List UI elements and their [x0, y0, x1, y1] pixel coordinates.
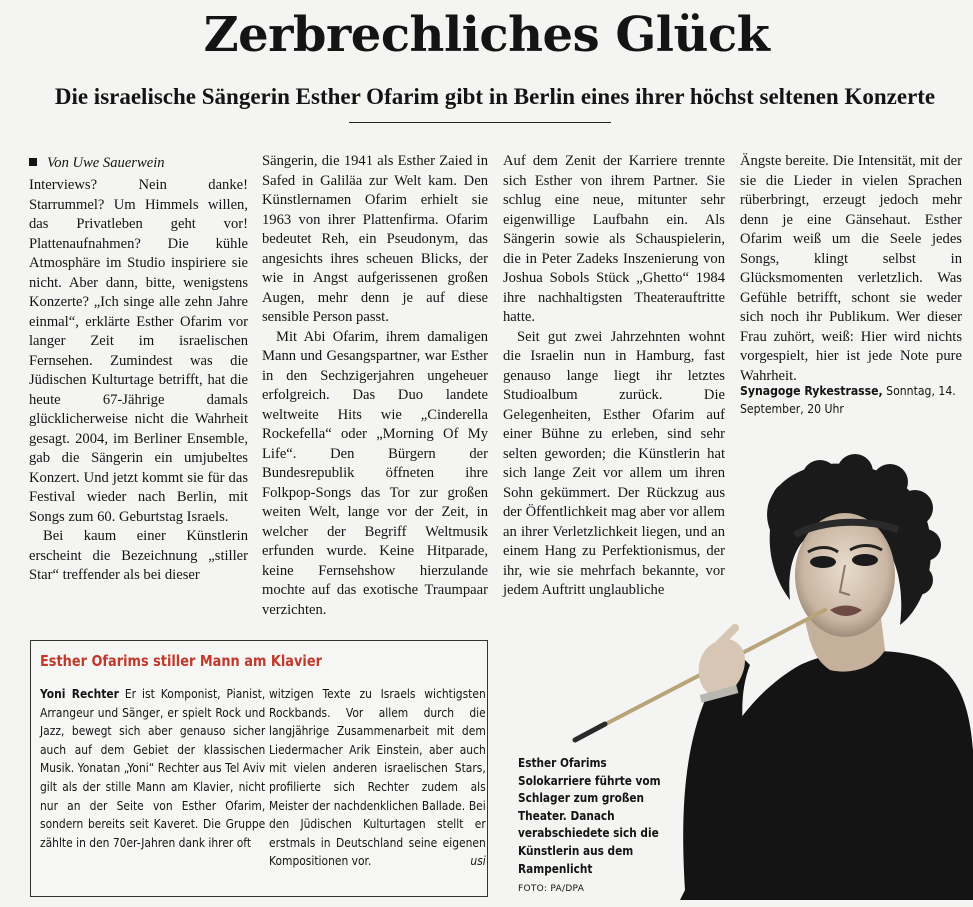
photo-caption: Esther Ofarims Solokarriere führte vom Schlager zum großen Theater. Danach verabschiedete sich die Künstlerin aus dem Rampenlicht	[518, 755, 661, 876]
paragraph: Bei kaum einer Künstlerin erscheint die Bezeichnung „stiller Star“ treffender als bei dieser	[29, 528, 248, 583]
headline-divider	[349, 122, 611, 123]
photo-credit: FOTO: PA/DPA	[518, 884, 585, 894]
article-column-1	[29, 176, 248, 586]
author-initials: usi	[470, 853, 486, 869]
paragraph: Interviews? Nein danke! Starrummel? Um Himmels willen, das Privatleben geht vor! Plattenaufnahmen? Die kühle Atmosphäre im Studio inspiriere sie nicht. Aber dann, bitte, wenigstens Konzerte? „Ich singe alle zehn Jahre einmal“, erklärte Esther Ofarim vor langer Zeit im israelischen Fernsehen. Zumindest was die Jüdischen Kulturtage betrifft, hat die heute 67-Jährige damals glücklicherweise nicht die Wahrheit gesagt. 2004, im Berliner Ensemble, gab die Sängerin ein umjubeltes Konzert. Und jetzt kommt sie für das Festival wieder nach Berlin, mit Songs zum 60. Geburtstag Israels.	[29, 177, 248, 525]
byline-text: Von Uwe Sauerwein	[47, 155, 165, 171]
article-column-4	[740, 152, 962, 386]
info-box-lead: Yoni Rechter	[40, 686, 119, 701]
article-column-2	[262, 152, 488, 620]
info-box-title: Esther Ofarims stiller Mann am Klavier	[40, 652, 322, 670]
venue-name: Synagoge Rykestrasse,	[740, 383, 883, 398]
bullet-square-icon	[29, 158, 37, 166]
info-box-text: Er ist Komponist, Pianist, Arrangeur und Sänger, er spielt Rock und Jazz, bewegt sich aber genauso sicher auch auf dem Gebiet der klassischen Musik. Yonatan „Yoni“ Rechter aus Tel Aviv gilt als der stille Mann am Klavier, nicht nur an der Seite von Esther Ofarim, sondern bereits seit Kaveret. Die Gruppe zählte in den 70er-Jahren dank ihrer oft	[40, 686, 266, 850]
paragraph: Mit Abi Ofarim, ihrem damaligen Mann und Gesangspartner, war Esther in den Sechzigerjahren ungeheuer erfolgreich. Das Duo landete weltweite Hits wie „Cinderella Rockefella“ oder „Morning Of My Life“. Den Bürgern der Bundesrepublik öffneten ihre Folkpop-Songs das Tor zur großen weiten Welt, lange vor der Zeit, in welcher der Begriff Weltmusik erfunden wurde. Keine Hitparade, keine Fernsehshow hierzulande mochte auf das exotische Traumpaar verzichten.	[262, 328, 488, 618]
byline	[29, 154, 248, 173]
paragraph: Sängerin, die 1941 als Esther Zaied in Safed in Galiläa zur Welt kam. Den Künstlernamen Ofarim erhielt sie 1963 von ihrer Plattenfirma. Ofarim bedeutet Reh, ein Pseudonym, das angesichts ihres scheuen Blicks, der wie in Angst aufgerissenen großen Augen, mehr denn je auf diese sensible Person passt.	[262, 153, 488, 325]
info-box	[30, 640, 488, 897]
event-info	[740, 382, 960, 418]
info-box-column-1	[40, 685, 265, 852]
info-box-column-2	[269, 685, 486, 871]
event-date: Sonntag, 14. September, 20 Uhr	[740, 383, 956, 416]
headline: Zerbrechliches Glück	[203, 7, 770, 63]
paragraph: Ängste bereite. Die Intensität, mit der sie die Lieder in vielen Sprachen rüberbringt, erzeugt jedoch mehr denn je eine Gänsehaut. Esther Ofarim weiß um die Seele jedes Songs, klingt selbst in Glücksmomenten verletzlich. Was Gefühle betrifft, schont sie weder sich noch ihr Publikum. Wer dieser Frau zuhört, weiß: Hier wird nichts vorgespielt, hier ist jede Note pure Wahrheit.	[740, 153, 962, 384]
info-box-text: witzigen Texte zu Israels wichtigsten Rockbands. Vor allem durch die langjährige Zusammenarbeit mit dem Liedermacher Arik Einstein, aber auch mit vielen anderen israelischen Stars, profilierte sich Rechter zudem als Meister der nachdenklichen Ballade. Bei den Jüdischen Kulturtagen stellt er erstmals in Deutschland seine eigenen Kompositionen vor.	[269, 686, 486, 869]
paragraph: Seit gut zwei Jahrzehnten wohnt die Israelin nun in Hamburg, fast genauso lange liegt ihr letztes Studioalbum zurück. Die Gelegenheiten, Esther Ofarim auf einer Bühne zu erleben, sind sehr selten geworden; die Künstlerin hat sich lange Zeit vor allem um ihren Sohn gekümmert. Der Rückzug aus der Öffentlichkeit mag aber vor allem an ihrer Verletzlichkeit liegen, und an einem Hang zu Perfektionismus, der ihr, wie sie mehrfach bekannte, vor jedem Auftritt unglaubliche	[503, 328, 725, 598]
paragraph: Auf dem Zenit der Karriere trennte sich Esther von ihrem Partner. Sie schlug eine neue, mitunter sehr eigenwillige Laufbahn ein. Als Sängerin sowie als Schauspielerin, die in Peter Zadeks Inszenierung von Joshua Sobols Stück „Ghetto“ 1984 ihre nachhaltigsten Theaterauftritte hatte.	[503, 153, 725, 325]
subheadline: Die israelische Sängerin Esther Ofarim gibt in Berlin eines ihrer höchst seltenen Konzerte	[54, 84, 936, 109]
